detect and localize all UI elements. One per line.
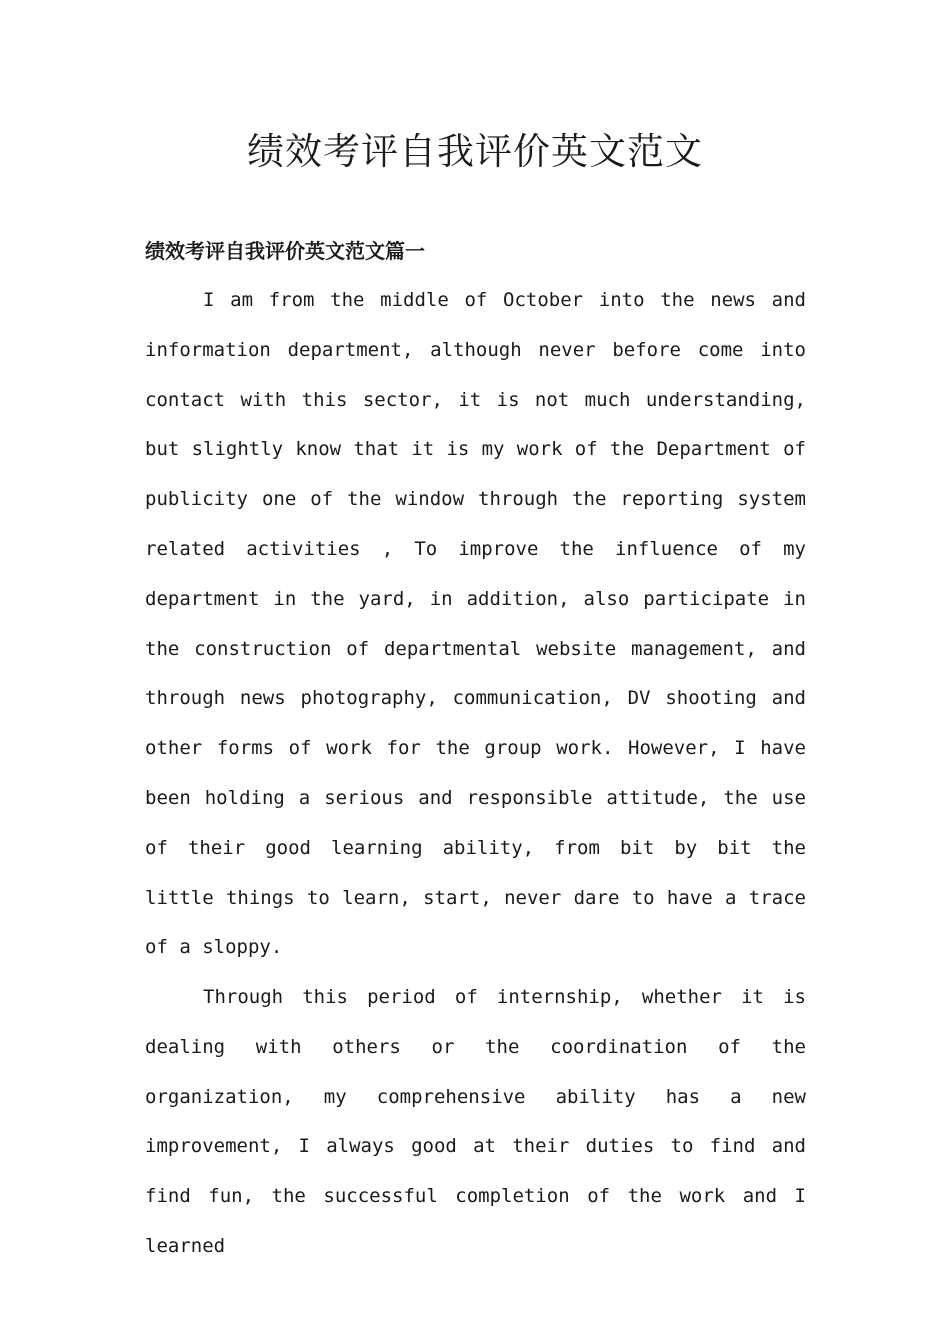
body-paragraph: I am from the middle of October into the news and information department, although never before come into contact with this sector, it is not much understanding, but slightly know that it is my work of the Department of publicity one of the window through the reporting system related activities , To improve the influence of my department in the yard, in addition, also participate in the construction of departmental website management, and through news photography, communication, DV shooting and other forms of work for the group work. However, I have been holding a serious and responsible attitude, the use of their good learning ability, from bit by bit the little things to learn, start, never dare to have a trace of a sloppy.: [145, 289, 806, 959]
body-paragraph: Through this period of internship, whether it is dealing with others or the coordination of the organization, my comprehensive ability has a new improvement, I always good at their duties to find and find fun, the successful completion of the work and I learned: [145, 986, 806, 1257]
document-title: 绩效考评自我评价英文范文: [247, 130, 703, 173]
section-heading: 绩效考评自我评价英文范文篇一: [145, 239, 425, 263]
